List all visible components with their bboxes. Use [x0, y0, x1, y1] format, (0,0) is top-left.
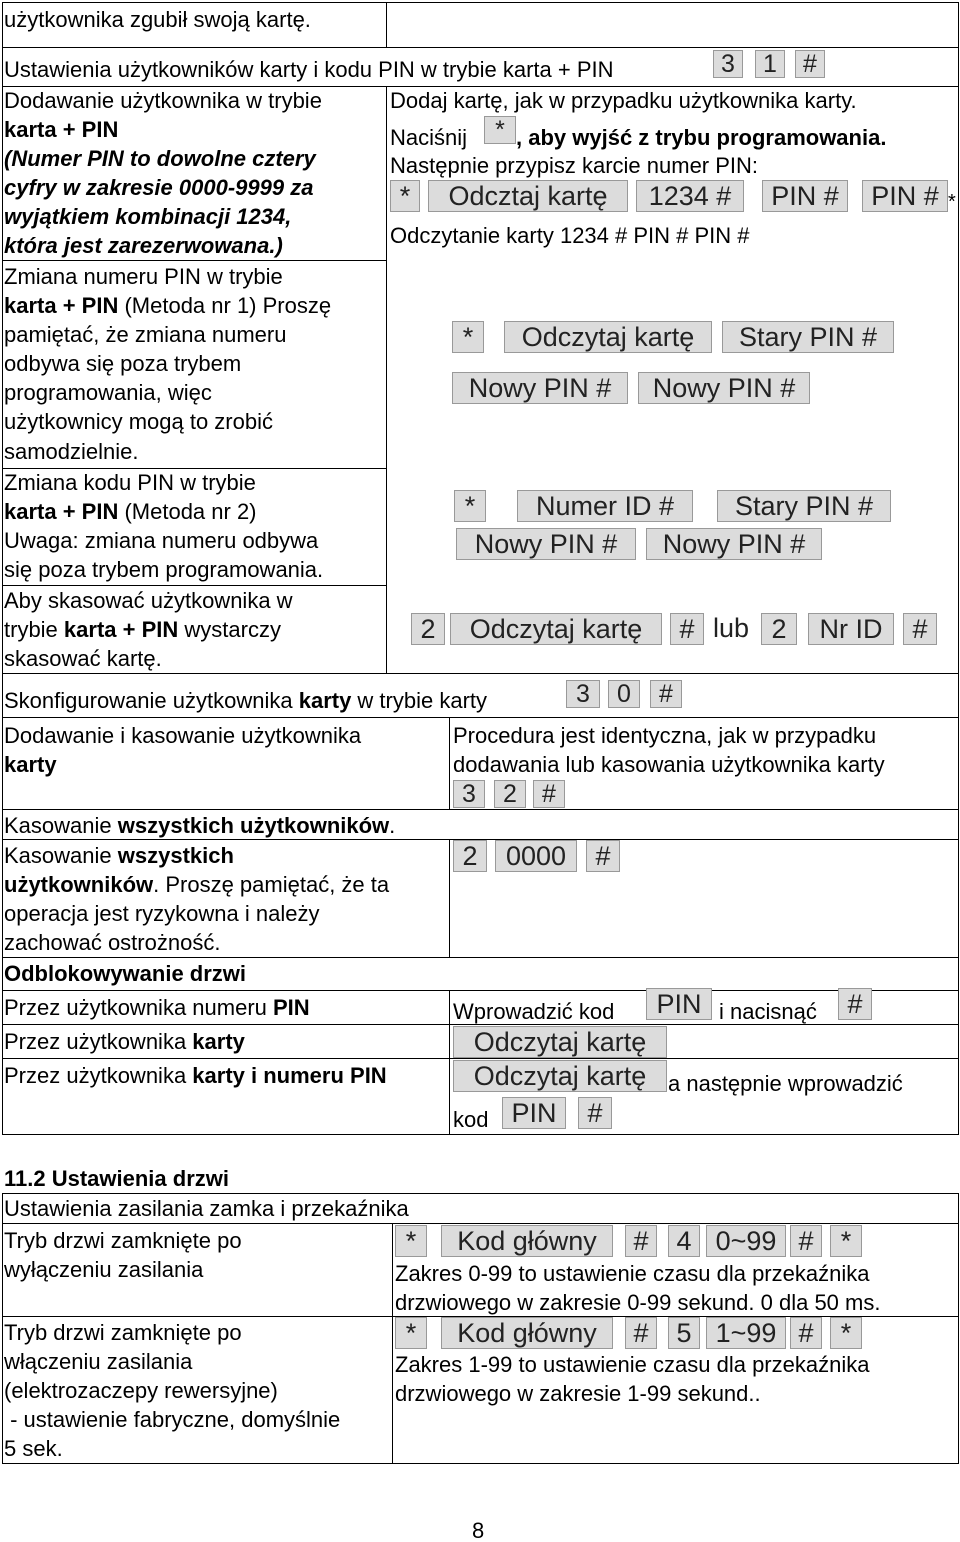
text-line: Uwaga: zmiana numeru odbywa [4, 528, 319, 553]
text-bold: karty [192, 1029, 245, 1054]
key-2: 2 [761, 613, 797, 645]
key-hash: # [586, 840, 620, 872]
text-bold: karty [4, 752, 57, 777]
key-star: * [452, 321, 484, 353]
text-line: samodzielnie. [4, 439, 139, 464]
text-line: programowania, więc [4, 380, 212, 405]
text-line: Przez użytkownika numeru [4, 995, 273, 1020]
text-line: Odczytanie karty 1234 # PIN # PIN # [390, 223, 750, 248]
key-read-card: Odczytaj kartę [453, 1026, 667, 1058]
key-hash: # [790, 1225, 822, 1257]
text-line: cyfry w zakresie 0000-9999 za [4, 175, 314, 200]
text-bold: karta + PIN [63, 617, 179, 642]
key-master-code: Kod główny [441, 1317, 613, 1349]
text-line: Aby skasować użytkownika w [4, 588, 293, 613]
text-line: a następnie wprowadzić [668, 1071, 903, 1096]
text-line: odbywa się poza trybem [4, 351, 242, 376]
text-line: w trybie karty [351, 688, 488, 713]
key-read-card: Odczytaj kartę [453, 1060, 667, 1092]
text-line: (Numer PIN to dowolne cztery [4, 146, 316, 171]
key-star: * [454, 490, 486, 522]
text-line: Kasowanie [4, 843, 118, 868]
text-line: Następnie przypisz karcie numer PIN: [390, 153, 759, 178]
text-line: Skonfigurowanie użytkownika [4, 688, 299, 713]
key-new-pin: Nowy PIN # [452, 372, 628, 404]
text-line: wyjątkiem kombinacji 1234, [4, 204, 292, 229]
key-new-pin: Nowy PIN # [638, 372, 810, 404]
text-bold: użytkowników [4, 872, 154, 897]
text-line: kod [453, 1107, 489, 1132]
text-line: trybie [4, 617, 64, 642]
key-read-card: Odczytaj kartę [504, 321, 712, 353]
key-read-card: Odczytaj kartę [450, 613, 662, 645]
text-line: Zmiana kodu PIN w trybie [4, 470, 256, 495]
key-2: 2 [453, 840, 487, 872]
text-line: , aby wyjść z trybu programowania. [516, 125, 887, 150]
text-line: Dodawanie i kasowanie użytkownika [4, 723, 362, 748]
text-line: wystarczy [178, 617, 281, 642]
key-hash: # [533, 780, 565, 808]
key-0: 0 [608, 680, 640, 708]
key-master-code: Kod główny [441, 1225, 613, 1257]
section1-header: Ustawienia użytkowników karty i kodu PIN w trybie karta + PIN [4, 57, 614, 82]
section2-header [4, 686, 487, 715]
key-hash: # [578, 1097, 612, 1129]
key-star: * [395, 1225, 427, 1257]
unlock-header: Odblokowywanie drzwi [4, 961, 247, 986]
text-line: wyłączeniu zasilania [4, 1257, 204, 1282]
key-hash: # [670, 613, 704, 645]
text-line: Zakres 0-99 to ustawienie czasu dla przekaźnika [395, 1261, 870, 1286]
text-line: Przez użytkownika [4, 1029, 193, 1054]
key-hash: # [838, 988, 872, 1020]
trailing-star: * [948, 191, 956, 213]
key-2: 2 [411, 613, 445, 645]
top-cell-text: użytkownika zgubił swoją kartę. [4, 7, 311, 32]
key-star: * [830, 1225, 862, 1257]
text-line: 5 sek. [4, 1436, 63, 1461]
text-line: dodawania lub kasowania użytkownika karty [453, 752, 885, 777]
key-new-pin: Nowy PIN # [646, 528, 822, 560]
key-hash: # [625, 1317, 657, 1349]
key-star: * [830, 1317, 862, 1349]
text-line: Kasowanie [4, 813, 118, 838]
text-bold: karta + PIN [4, 293, 119, 318]
text-line: drzwiowego w zakresie 0-99 sekund. 0 dla 50 ms. [395, 1290, 881, 1315]
key-id-number: Numer ID # [517, 490, 693, 522]
key-5: 5 [668, 1317, 700, 1349]
key-3: 3 [566, 680, 600, 708]
text-line: pamiętać, że zmiana numeru [4, 322, 287, 347]
text-bold: wszystkich użytkowników [117, 813, 390, 838]
key-pin: PIN [646, 988, 712, 1020]
key-old-pin: Stary PIN # [717, 490, 891, 522]
text-line: - ustawienie fabryczne, domyślnie [4, 1407, 341, 1432]
text-bold: PIN [273, 995, 310, 1020]
text-bold: wszystkich [117, 843, 234, 868]
key-id-number: Nr ID [808, 613, 894, 645]
text-line: (Metoda nr 1) Proszę [118, 293, 332, 318]
key-range-1-99: 1~99 [706, 1317, 786, 1349]
key-old-pin: Stary PIN # [722, 321, 894, 353]
key-pin-hash: PIN # [862, 180, 948, 212]
text-line: Procedura jest identyczna, jak w przypadku [453, 723, 877, 748]
key-0000: 0000 [495, 840, 577, 872]
text-line: Tryb drzwi zamknięte po [4, 1228, 242, 1253]
key-hash: # [903, 613, 937, 645]
text-line: użytkownicy mogą to zrobić [4, 409, 273, 434]
key-pin-hash: PIN # [762, 180, 848, 212]
key-star: * [395, 1317, 427, 1349]
text-line: karta + PIN [4, 117, 119, 142]
key-1: 1 [755, 50, 785, 78]
key-read-card: Odcztaj kartę [428, 180, 628, 212]
delete-all-header [4, 811, 395, 840]
text-line: Wprowadzić kod [453, 999, 615, 1024]
text-bold: karty i numeru PIN [192, 1063, 387, 1088]
page-number: 8 [472, 1518, 485, 1542]
text-line: . [389, 813, 396, 838]
text-line: drzwiowego w zakresie 1-99 sekund.. [395, 1381, 761, 1406]
text-bold: karty [298, 688, 352, 713]
key-star: * [390, 180, 420, 212]
text-line: . Proszę pamiętać, że ta [153, 872, 390, 897]
key-3: 3 [713, 50, 743, 78]
text-line: Dodaj kartę, jak w przypadku użytkownika karty. [390, 88, 857, 113]
section-title: 11.2 Ustawienia drzwi [4, 1166, 229, 1191]
text-line: która jest zarezerwowana.) [4, 233, 283, 258]
key-range-0-99: 0~99 [706, 1225, 786, 1257]
text-line: się poza trybem programowania. [4, 557, 324, 582]
key-star: * [484, 116, 516, 144]
text-line: Zakres 1-99 to ustawienie czasu dla przekaźnika [395, 1352, 870, 1377]
text-line: Zmiana numeru PIN w trybie [4, 264, 283, 289]
text-line: i nacisnąć [719, 999, 817, 1024]
section3-header: Ustawienia zasilania zamka i przekaźnika [4, 1196, 409, 1221]
text-line: Przez użytkownika [4, 1063, 193, 1088]
key-1234-hash: 1234 # [636, 180, 744, 212]
text-line: skasować kartę. [4, 646, 162, 671]
text-line: Tryb drzwi zamknięte po [4, 1320, 242, 1345]
key-hash: # [625, 1225, 657, 1257]
text-line: operacja jest ryzykowna i należy [4, 901, 320, 926]
key-3: 3 [453, 780, 485, 808]
key-pin: PIN [502, 1097, 566, 1129]
text-line: (Metoda nr 2) [118, 499, 257, 524]
text-line: włączeniu zasilania [4, 1349, 193, 1374]
text-line: Dodawanie użytkownika w trybie [4, 88, 322, 113]
key-2: 2 [494, 780, 526, 808]
key-4: 4 [668, 1225, 700, 1257]
key-hash: # [790, 1317, 822, 1349]
text-bold: karta + PIN [4, 499, 119, 524]
key-hash: # [650, 680, 682, 708]
text-or: lub [713, 613, 750, 643]
text-line: Naciśnij [390, 125, 468, 150]
key-hash: # [795, 50, 825, 78]
text-line: (elektrozaczepy rewersyjne) [4, 1378, 278, 1403]
text-line: zachować ostrożność. [4, 930, 221, 955]
key-new-pin: Nowy PIN # [456, 528, 636, 560]
